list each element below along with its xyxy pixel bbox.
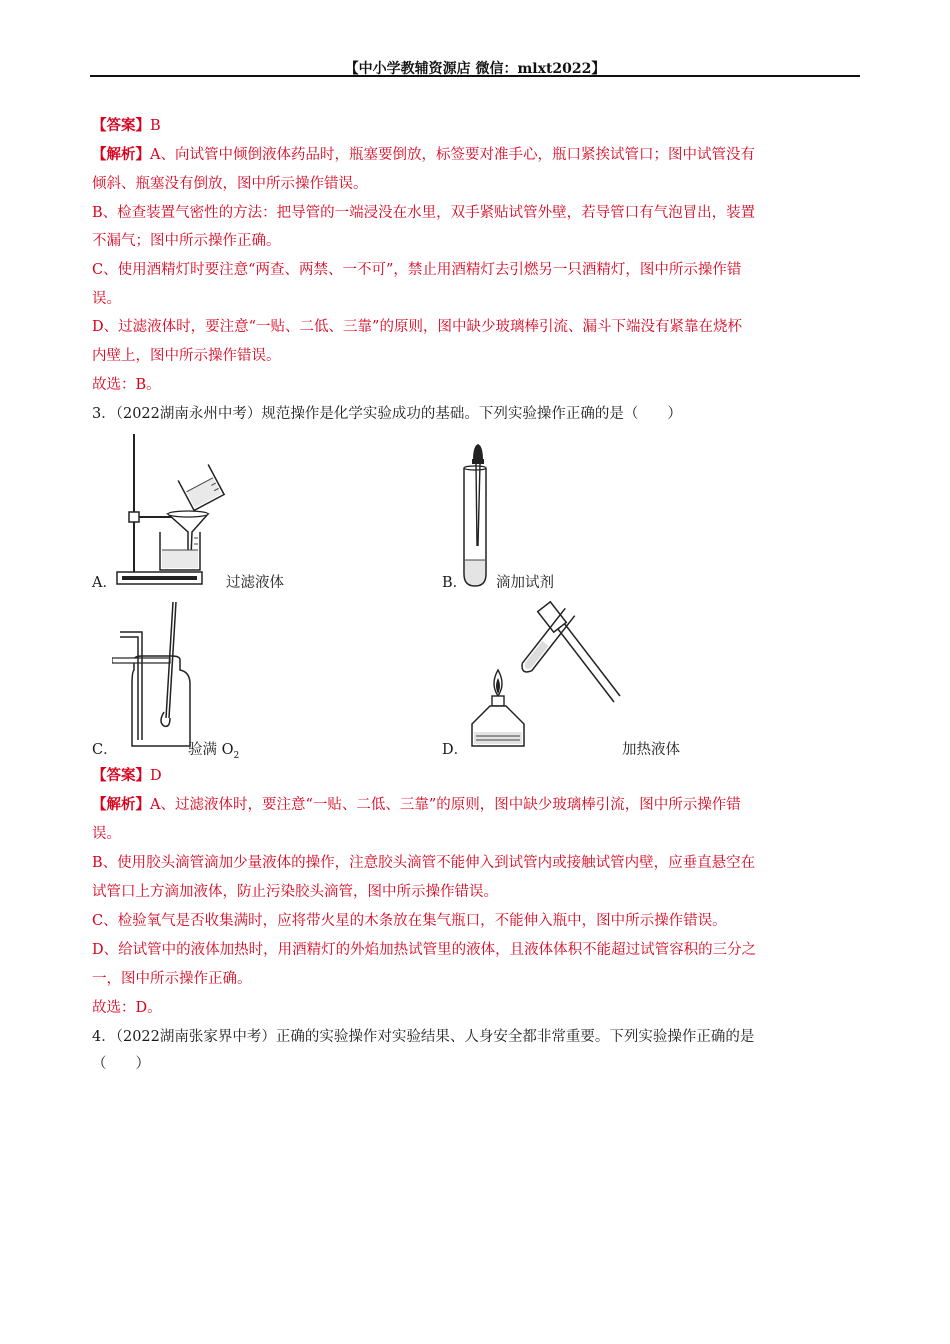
q2-answer-value: B bbox=[150, 118, 161, 134]
q2-analysis-tag: 【解析】 bbox=[92, 146, 150, 163]
q3-answer-value: D bbox=[150, 768, 162, 784]
figure-b-dropper bbox=[456, 442, 496, 590]
q3-analysis-line-3: B、使用胶头滴管滴加少量液体的操作，注意胶头滴管不能伸入到试管内或接触试管内壁，应垂直悬空在 bbox=[92, 855, 756, 871]
figure-c-gas-bottle bbox=[112, 600, 197, 750]
q2-analysis-text: A、向试管中倾倒液体药品时，瓶塞要倒放，标签要对准手心，瓶口紧挨试管口；图中试管没有 bbox=[150, 147, 755, 163]
option-b-caption: 滴加试剂 bbox=[496, 575, 554, 591]
q3-analysis-line-4: 试管口上方滴加液体，防止污染胶头滴管，图中所示操作错误。 bbox=[92, 884, 498, 900]
option-a-letter: A． bbox=[92, 575, 117, 591]
option-d-caption: 加热液体 bbox=[622, 742, 680, 758]
q3-answer-tag: 【答案】 bbox=[92, 767, 150, 784]
q3-analysis-tag: 【解析】 bbox=[92, 796, 150, 813]
q3-analysis-line-5: C、检验氧气是否收集满时，应将带火星的木条放在集气瓶口，不能伸入瓶中，图中所示操作错误。 bbox=[92, 913, 727, 929]
q3-analysis-line-2: 误。 bbox=[92, 826, 121, 842]
option-c-caption-sub: 2 bbox=[233, 750, 240, 761]
q3-conclusion: 故选：D。 bbox=[92, 1000, 162, 1016]
q2-analysis-line-8: 内壁上，图中所示操作错误。 bbox=[92, 348, 281, 364]
option-c-letter: C． bbox=[92, 742, 118, 758]
page-header: 【中小学教辅资源店 微信：mlxt2022】 bbox=[344, 61, 606, 77]
option-c-caption-main: 验满 O bbox=[188, 742, 234, 758]
q2-analysis-line-6: 误。 bbox=[92, 291, 121, 307]
q2-analysis-line-5: C、使用酒精灯时要注意“两查、两禁、一不可”，禁止用酒精灯去引燃另一只酒精灯，图中所示操作错 bbox=[92, 262, 742, 278]
q2-analysis-line-3: B、检查装置气密性的方法：把导管的一端浸没在水里，双手紧贴试管外壁，若导管口有气泡冒出，装置 bbox=[92, 205, 756, 221]
q2-conclusion: 故选：B。 bbox=[92, 377, 161, 393]
option-c-caption bbox=[188, 738, 239, 761]
q3-analysis-line-7: 一，图中所示操作正确。 bbox=[92, 971, 252, 987]
q3-analysis-text: A、过滤液体时，要注意“一贴、二低、三靠”的原则，图中缺少玻璃棒引流，图中所示操作错 bbox=[150, 797, 741, 813]
figure-d-heating bbox=[460, 596, 630, 756]
q4-stem-cont: （ ） bbox=[92, 1056, 150, 1072]
figure-a-filtration bbox=[112, 432, 232, 587]
q2-answer-line bbox=[92, 116, 862, 136]
q3-analysis-line-1 bbox=[92, 795, 862, 815]
header-rule bbox=[90, 75, 860, 77]
q3-answer-line bbox=[92, 766, 862, 786]
q2-analysis-line-7: D、过滤液体时，要注意“一贴、二低、三靠”的原则，图中缺少玻璃棒引流、漏斗下端没有紧靠在烧杯 bbox=[92, 319, 742, 335]
option-b-letter: B． bbox=[442, 575, 468, 591]
q3-stem: 3．（2022湖南永州中考）规范操作是化学实验成功的基础。下列实验操作正确的是（ ） bbox=[92, 406, 682, 422]
q2-analysis-line-2: 倾斜、瓶塞没有倒放，图中所示操作错误。 bbox=[92, 176, 368, 192]
q4-stem: 4．（2022湖南张家界中考）正确的实验操作对实验结果、人身安全都非常重要。下列实验操作正确的是 bbox=[92, 1029, 755, 1045]
option-a-caption: 过滤液体 bbox=[226, 575, 284, 591]
q2-answer-tag: 【答案】 bbox=[92, 117, 150, 134]
q2-analysis-line-4: 不漏气；图中所示操作正确。 bbox=[92, 233, 281, 249]
q2-analysis-line-1 bbox=[92, 145, 862, 165]
q3-analysis-line-6: D、给试管中的液体加热时，用酒精灯的外焰加热试管里的液体，且液体体积不能超过试管容积的三分之 bbox=[92, 942, 757, 958]
option-d-letter: D． bbox=[442, 742, 469, 758]
